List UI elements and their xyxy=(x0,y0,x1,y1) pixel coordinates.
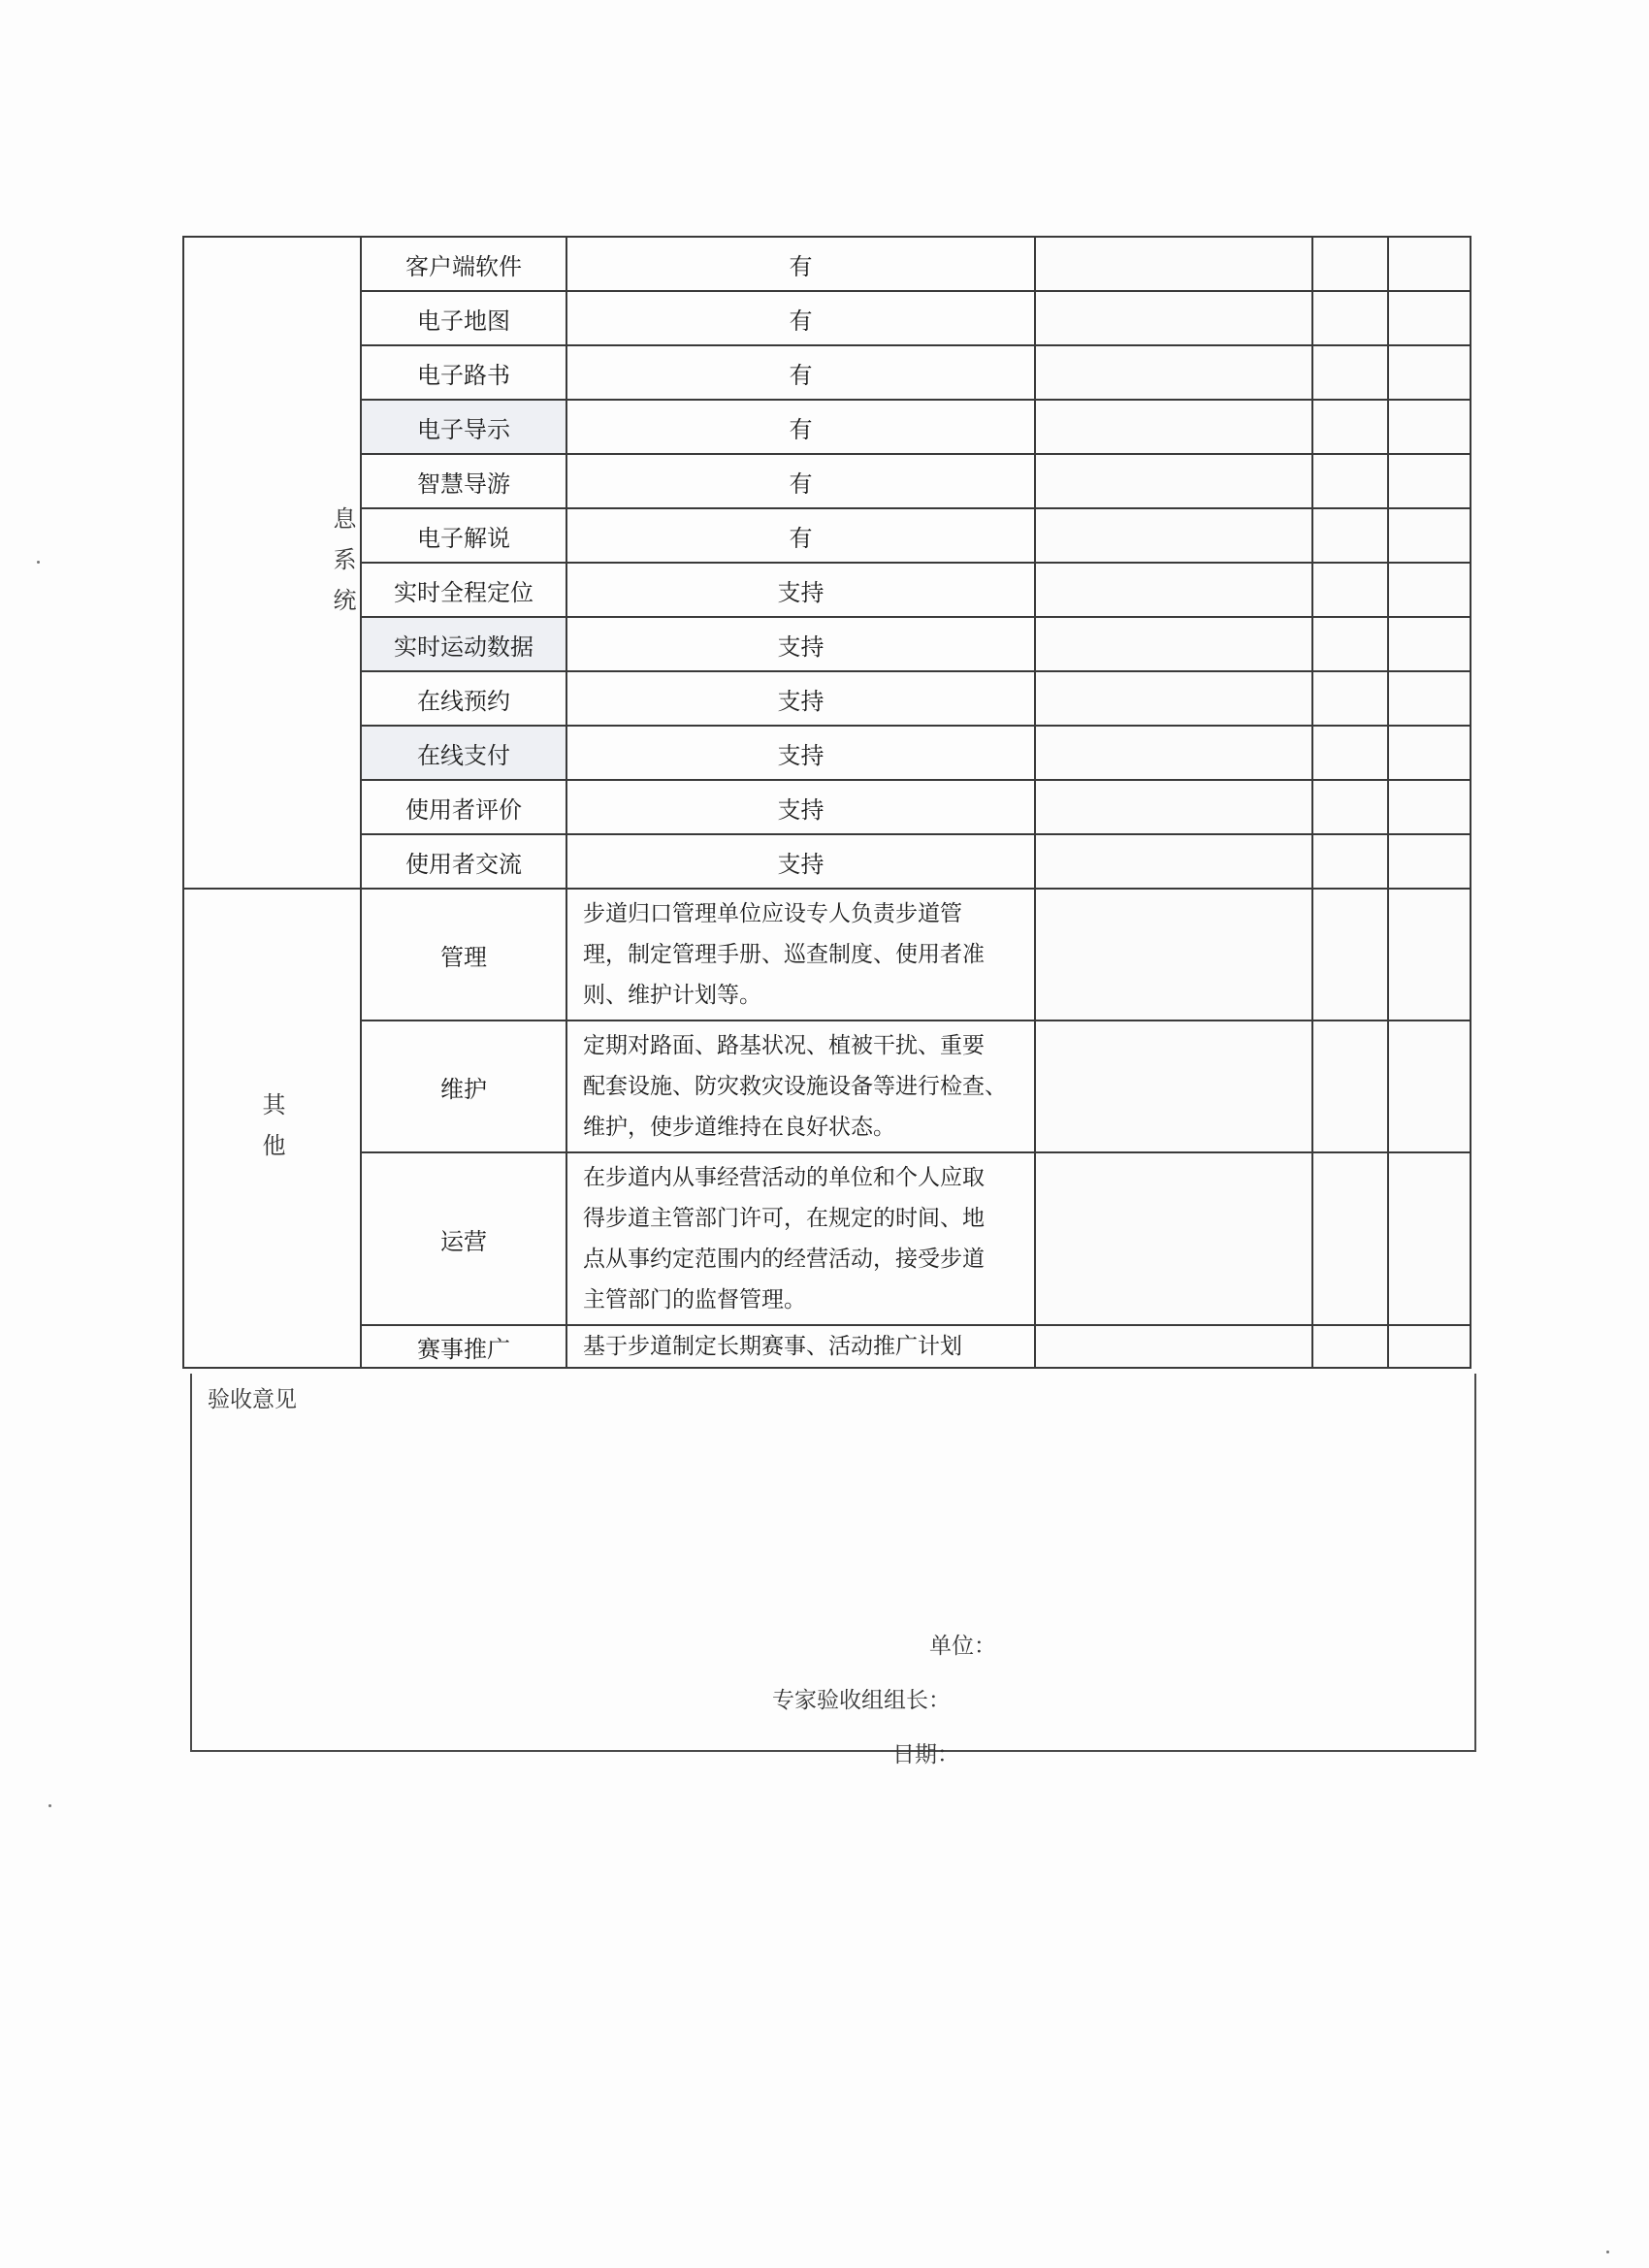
remark-cell xyxy=(1035,1152,1312,1325)
signature-leader-label: 专家验收组组长： xyxy=(772,1688,951,1713)
check-cell xyxy=(1312,726,1388,780)
item-value: 有 xyxy=(566,291,1035,345)
category-other xyxy=(183,889,361,1368)
check-cell xyxy=(1388,563,1471,617)
remark-cell xyxy=(1035,889,1312,1021)
item-description xyxy=(566,889,1035,1021)
remark-cell xyxy=(1035,237,1312,291)
table-row xyxy=(183,671,1471,726)
table-row xyxy=(183,508,1471,563)
scan-speck xyxy=(1606,2251,1609,2253)
item-value: 支持 xyxy=(566,563,1035,617)
signature-unit-label: 单位： xyxy=(929,1634,996,1659)
item-value: 支持 xyxy=(566,671,1035,726)
category-info-system xyxy=(183,237,361,889)
table-row xyxy=(183,454,1471,508)
table-row xyxy=(183,726,1471,780)
table-row xyxy=(183,400,1471,454)
check-cell xyxy=(1388,671,1471,726)
item-name: 使用者评价 xyxy=(361,780,566,834)
item-name: 实时运动数据 xyxy=(361,617,566,671)
table-row xyxy=(183,617,1471,671)
check-cell xyxy=(1312,400,1388,454)
remark-cell xyxy=(1035,291,1312,345)
item-value: 支持 xyxy=(566,617,1035,671)
item-value: 支持 xyxy=(566,834,1035,889)
table-row xyxy=(183,1325,1471,1368)
table-row xyxy=(183,345,1471,400)
category-char: 统 xyxy=(329,588,356,629)
category-char: 其 xyxy=(258,1092,285,1133)
item-description xyxy=(566,1152,1035,1325)
remark-cell xyxy=(1035,671,1312,726)
item-value: 有 xyxy=(566,508,1035,563)
check-cell xyxy=(1388,1325,1471,1368)
check-cell xyxy=(1312,617,1388,671)
table-row xyxy=(183,563,1471,617)
other-section xyxy=(183,889,1471,1368)
item-name: 电子地图 xyxy=(361,291,566,345)
remark-cell xyxy=(1035,617,1312,671)
item-name: 智慧导游 xyxy=(361,454,566,508)
item-name: 实时全程定位 xyxy=(361,563,566,617)
item-value: 有 xyxy=(566,237,1035,291)
scan-speck xyxy=(48,1804,51,1807)
check-cell xyxy=(1388,291,1471,345)
check-cell xyxy=(1388,237,1471,291)
info-system-section xyxy=(183,237,1471,889)
description-line: 点从事约定范围内的经营活动，接受步道 xyxy=(583,1247,985,1272)
table-row xyxy=(183,889,1471,1021)
table-row xyxy=(183,1152,1471,1325)
item-name: 在线预约 xyxy=(361,671,566,726)
item-name: 电子导示 xyxy=(361,400,566,454)
item-value: 有 xyxy=(566,345,1035,400)
item-name: 使用者交流 xyxy=(361,834,566,889)
table-row xyxy=(183,1021,1471,1152)
description-line: 配套设施、防灾救灾设施设备等进行检查、 xyxy=(583,1074,1007,1099)
item-description xyxy=(566,1021,1035,1152)
check-cell xyxy=(1312,291,1388,345)
item-name: 电子路书 xyxy=(361,345,566,400)
remark-cell xyxy=(1035,726,1312,780)
remark-cell xyxy=(1035,834,1312,889)
check-cell xyxy=(1388,1152,1471,1325)
description-line: 基于步道制定长期赛事、活动推广计划 xyxy=(583,1334,962,1359)
acceptance-checklist-table xyxy=(182,236,1471,1369)
check-cell xyxy=(1312,834,1388,889)
item-name: 维护 xyxy=(361,1021,566,1152)
category-char: 系 xyxy=(329,547,356,588)
table-row xyxy=(183,291,1471,345)
remark-cell xyxy=(1035,400,1312,454)
check-cell xyxy=(1388,617,1471,671)
check-cell xyxy=(1312,237,1388,291)
item-description xyxy=(566,1325,1035,1368)
check-cell xyxy=(1312,780,1388,834)
item-name: 运营 xyxy=(361,1152,566,1325)
check-cell xyxy=(1312,345,1388,400)
table-row xyxy=(183,237,1471,291)
table-row xyxy=(183,834,1471,889)
description-line: 维护，使步道维持在良好状态。 xyxy=(583,1115,895,1140)
description-line: 在步道内从事经营活动的单位和个人应取 xyxy=(583,1165,985,1190)
item-name: 在线支付 xyxy=(361,726,566,780)
check-cell xyxy=(1388,345,1471,400)
remark-cell xyxy=(1035,1021,1312,1152)
description-line: 得步道主管部门许可，在规定的时间、地 xyxy=(583,1206,985,1231)
remark-cell xyxy=(1035,454,1312,508)
table-row xyxy=(183,780,1471,834)
check-cell xyxy=(1312,889,1388,1021)
remark-cell xyxy=(1035,563,1312,617)
check-cell xyxy=(1388,834,1471,889)
description-line: 理，制定管理手册、巡查制度、使用者准 xyxy=(583,942,985,967)
description-line: 主管部门的监督管理。 xyxy=(583,1287,806,1312)
check-cell xyxy=(1312,1325,1388,1368)
check-cell xyxy=(1312,1021,1388,1152)
check-cell xyxy=(1388,400,1471,454)
acceptance-opinion-label: 验收意见 xyxy=(208,1387,297,1412)
item-value: 有 xyxy=(566,454,1035,508)
check-cell xyxy=(1312,454,1388,508)
acceptance-opinion-box xyxy=(190,1374,1476,1767)
check-cell xyxy=(1312,671,1388,726)
description-line: 则、维护计划等。 xyxy=(583,983,761,1008)
remark-cell xyxy=(1035,508,1312,563)
item-value: 支持 xyxy=(566,780,1035,834)
check-cell xyxy=(1388,454,1471,508)
signature-date-label: 日期： xyxy=(892,1742,959,1767)
remark-cell xyxy=(1035,345,1312,400)
check-cell xyxy=(1388,780,1471,834)
item-name: 管理 xyxy=(361,889,566,1021)
check-cell xyxy=(1312,1152,1388,1325)
scan-speck xyxy=(37,561,40,564)
check-cell xyxy=(1388,508,1471,563)
category-char: 他 xyxy=(258,1133,285,1174)
check-cell xyxy=(1312,508,1388,563)
description-line: 定期对路面、路基状况、植被干扰、重要 xyxy=(583,1033,985,1058)
remark-cell xyxy=(1035,780,1312,834)
category-char: 息 xyxy=(329,506,356,547)
item-value: 有 xyxy=(566,400,1035,454)
item-name: 客户端软件 xyxy=(361,237,566,291)
item-name: 电子解说 xyxy=(361,508,566,563)
check-cell xyxy=(1312,563,1388,617)
item-value: 支持 xyxy=(566,726,1035,780)
item-name: 赛事推广 xyxy=(361,1325,566,1368)
check-cell xyxy=(1388,1021,1471,1152)
description-line: 步道归口管理单位应设专人负责步道管 xyxy=(583,901,962,926)
remark-cell xyxy=(1035,1325,1312,1368)
check-cell xyxy=(1388,726,1471,780)
check-cell xyxy=(1388,889,1471,1021)
